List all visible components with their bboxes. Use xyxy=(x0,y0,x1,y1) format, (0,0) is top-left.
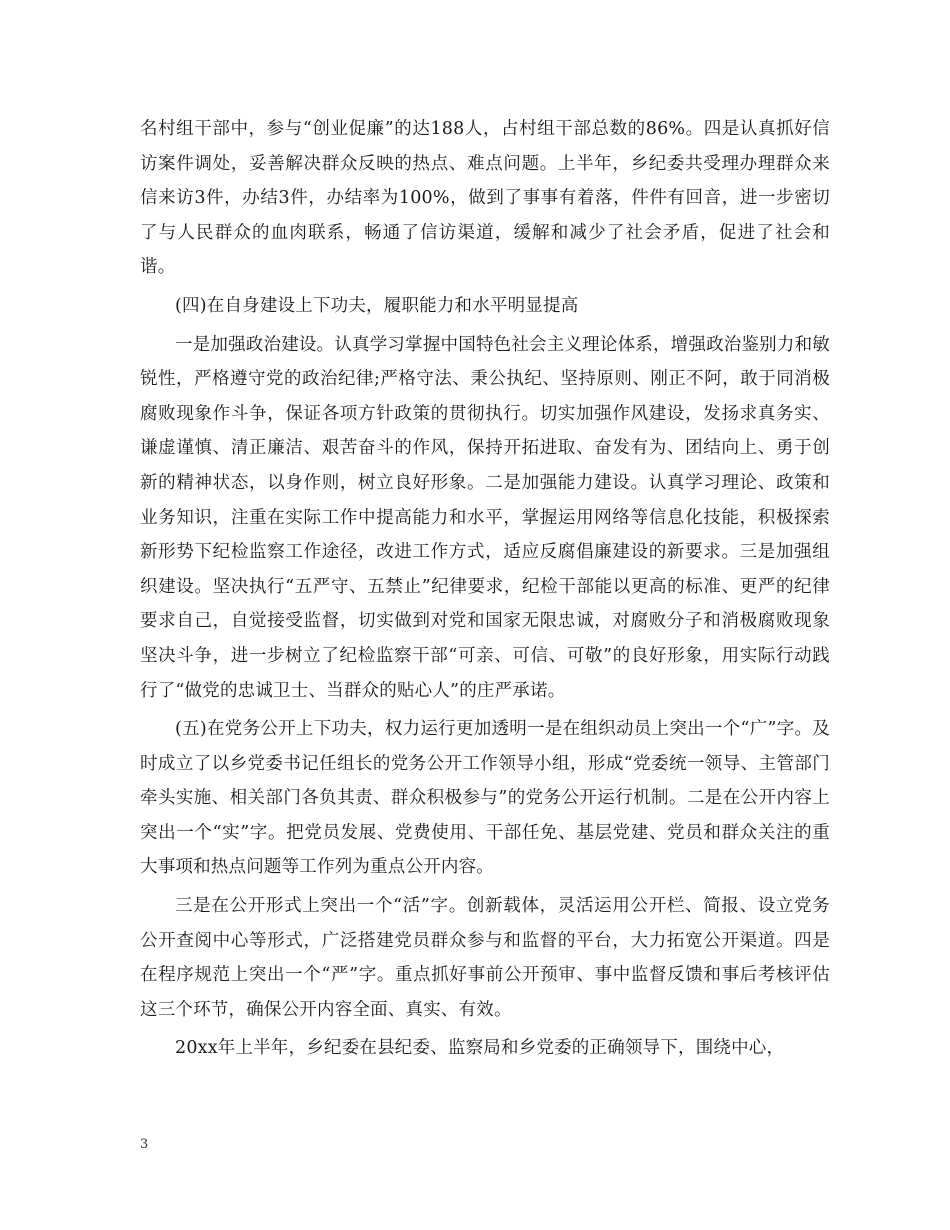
paragraph-party-affairs-openness: (五)在党务公开上下功夫，权力运行更加透明一是在组织动员上突出一个“广”字。及时成立了以乡党委书记任组长的党务公开工作领导小组，形成“党委统一领导、主管部门牵头实施、相关部门各负其责、群众积极参与”的党务公开运行机制。二是在公开内容上突出一个“实”字。把党员发展、党费使用、干部任免、基层党建、党员和群众关注的重大事项和热点问题等工作列为重点公开内容。 xyxy=(140,719,830,878)
section-heading-self-building: (四)在自身建设上下功夫，履职能力和水平明显提高 xyxy=(175,295,579,316)
paragraph-petitions: 名村组干部中，参与“创业促廉”的达188人，占村组干部总数的86%。四是认真抓好信访案件调处，妥善解决群众反映的热点、难点问题。上半年，乡纪委共受理办理群众来信来访3件，办结3件，办结率为100%，做到了事事有着落，件件有回音，进一步密切了与人民群众的血肉联系，畅通了信访渠道，缓解和减少了社会矛盾，促进了社会和谐。 xyxy=(140,119,830,278)
paragraph-self-building: 一是加强政治建设。认真学习掌握中国特色社会主义理论体系，增强政治鉴别力和敏锐性，严格遵守党的政治纪律;严格守法、秉公执纪、坚持原则、刚正不阿，敢于同消极腐败现象作斗争，保证各项方针政策的贯彻执行。切实加强作风建设，发扬求真务实、谦虚谨慎、清正廉洁、艰苦奋斗的作风，保持开拓进取、奋发有为、团结向上、勇于创新的精神状态，以身作则，树立良好形象。二是加强能力建设。认真学习理论、政策和业务知识，注重在实际工作中提高能力和水平，掌握运用网络等信息化技能，积极探索新形势下纪检监察工作途径，改进工作方式，适应反腐倡廉建设的新要求。三是加强组织建设。坚决执行“五严守、五禁止”纪律要求，纪检干部能以更高的标准、更严的纪律要求自己，自觉接受监督，切实做到对党和国家无限忠诚，对腐败分子和消极腐败现象坚决斗争，进一步树立了纪检监察干部“可亲、可信、可敬”的良好形象，用实际行动践行了“做党的忠诚卫士、当群众的贴心人”的庄严承诺。 xyxy=(140,334,830,701)
page-number: 3 xyxy=(140,1137,149,1152)
paragraph-openness-forms: 三是在公开形式上突出一个“活”字。创新载体，灵活运用公开栏、简报、设立党务公开查阅中心等形式，广泛搭建党员群众参与和监督的平台，大力拓宽公开渠道。四是在程序规范上突出一个“严”字。重点抓好事前公开预审、事中监督反馈和事后考核评估这三个环节，确保公开内容全面、真实、有效。 xyxy=(140,896,830,1020)
document-body xyxy=(140,112,830,1070)
paragraph-half-year-summary: 20xx年上半年，乡纪委在县纪委、监察局和乡党委的正确领导下，围绕中心， xyxy=(175,1038,785,1059)
